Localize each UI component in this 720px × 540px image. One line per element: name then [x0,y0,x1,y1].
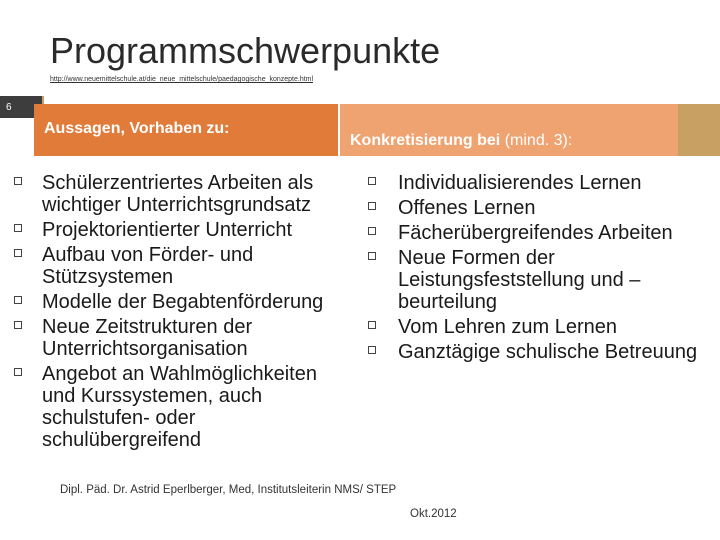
square-bullet-icon [14,224,22,232]
square-bullet-icon [368,202,376,210]
list-item [360,247,700,313]
list-item [360,341,700,363]
slide-title: Programmschwerpunkte [50,30,441,71]
list-item-text: Modelle der Begabtenförderung [42,291,324,313]
square-bullet-icon [14,249,22,257]
list-item [360,222,700,244]
list-item-text: Projektorientierter Unterricht [42,219,293,241]
list-item [14,316,354,360]
square-bullet-icon [14,296,22,304]
left-list [14,172,354,454]
list-item-text: Neue Formen der Leistungsfeststellung und –beurteilung [398,247,641,313]
header-left: Aussagen, Vorhaben zu: [34,104,338,156]
list-item [360,197,700,219]
header-right-minimum: (mind. 3): [504,132,573,149]
square-bullet-icon [368,177,376,185]
list-item-text: Aufbau von Förder- und Stützsystemen [42,244,254,288]
footer-author: Dipl. Päd. Dr. Astrid Eperlberger, Med, Institutsleiterin NMS/ STEP [60,484,397,496]
square-bullet-icon [368,252,376,260]
list-item [14,244,354,288]
square-bullet-icon [368,346,376,354]
list-item [360,172,700,194]
slide-number: 6 [0,96,44,118]
square-bullet-icon [14,321,22,329]
list-item-text: Offenes Lernen [398,197,536,219]
list-item-text: Fächerübergreifendes Arbeiten [398,222,673,244]
accent-block [678,104,720,156]
list-item-text: Vom Lehren zum Lernen [398,316,618,338]
source-link[interactable]: http://www.neuemittelschule.at/die_neue_mittelschule/paedagogische_konzepte.html [50,76,314,83]
square-bullet-icon [368,321,376,329]
list-item [360,316,700,338]
header-right [340,104,678,156]
square-bullet-icon [368,227,376,235]
list-item-text: Ganztägige schulische Betreuung [398,341,698,363]
right-list [360,172,700,366]
list-item [14,172,354,216]
square-bullet-icon [14,368,22,376]
list-item [14,291,354,313]
header-right-main: Konkretisierung bei [350,132,501,149]
list-item-text: Angebot an Wahlmöglichkeiten und Kurssystemen, auch schulstufen- oder schulübergreifend [42,363,317,451]
list-item-text: Individualisierendes Lernen [398,172,642,194]
footer-date: Okt.2012 [410,508,457,520]
list-item-text: Schülerzentriertes Arbeiten als wichtiger Unterrichtsgrundsatz [42,172,314,216]
list-item-text: Neue Zeitstrukturen der Unterrichtsorganisation [42,316,253,360]
list-item [14,363,354,451]
list-item [14,219,354,241]
square-bullet-icon [14,177,22,185]
